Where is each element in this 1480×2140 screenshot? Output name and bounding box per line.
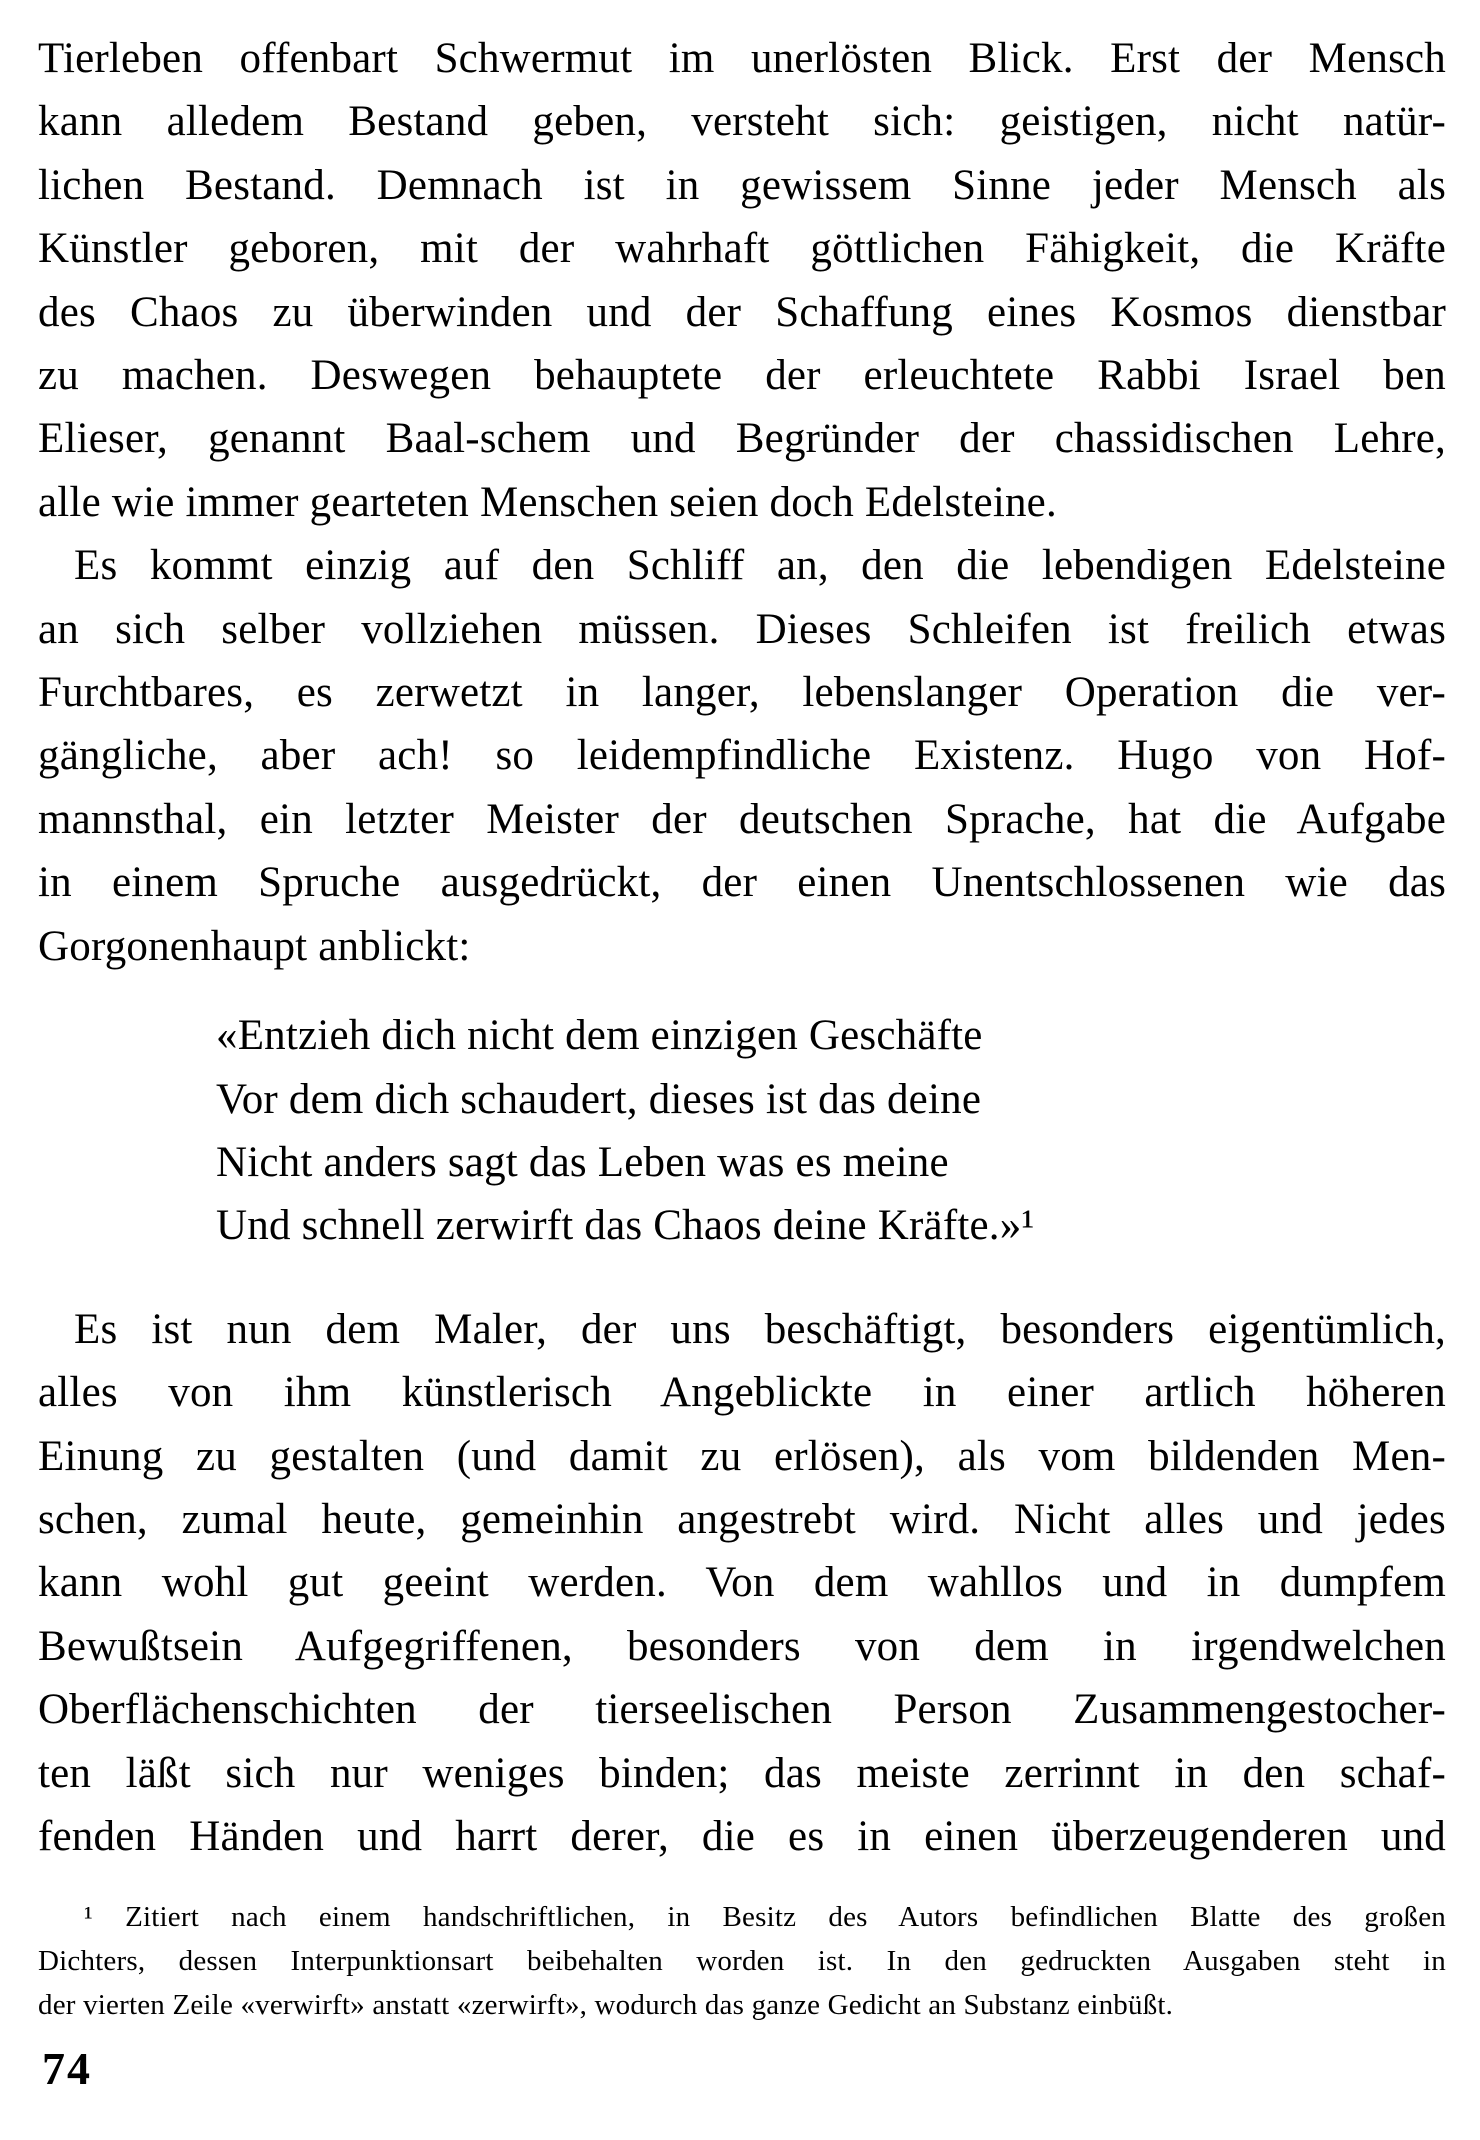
text-line: mannsthal, ein letzter Meister der deutschen Sprache, hat die Aufgabe	[38, 795, 1446, 843]
text-line: Es ist nun dem Maler, der uns beschäftigt, besonders eigentümlich,	[74, 1305, 1446, 1353]
text-line: Es kommt einzig auf den Schliff an, den die lebendigen Edelsteine	[74, 542, 1446, 590]
text-line: schen, zumal heute, gemeinhin angestrebt wird. Nicht alles und jedes	[38, 1495, 1446, 1543]
text-line: an sich selber vollziehen müssen. Dieses Schleifen ist freilich etwas	[38, 605, 1446, 653]
verse-quote	[38, 1004, 1446, 1258]
quote-line: «Entzieh dich nicht dem einzigen Geschäfte	[216, 1012, 983, 1060]
text-line: ten läßt sich nur weniges binden; das meiste zerrinnt in den schaf-	[38, 1749, 1446, 1797]
text-line: zu machen. Deswegen behauptete der erleuchtete Rabbi Israel ben	[38, 352, 1446, 400]
text-line: Bewußtsein Aufgegriffenen, besonders von dem in irgendwelchen	[38, 1622, 1446, 1670]
text-line: Oberflächenschichten der tierseelischen Person Zusammengestocher-	[38, 1686, 1446, 1734]
text-line: in einem Spruche ausgedrückt, der einen Unentschlossenen wie das	[38, 859, 1446, 907]
footnote-line: Dichters, dessen Interpunktionsart beibehalten worden ist. In den gedruckten Ausgaben steht in	[38, 1944, 1446, 1977]
paragraph-1	[38, 27, 1446, 534]
text-line: des Chaos zu überwinden und der Schaffung eines Kosmos dienstbar	[38, 288, 1446, 336]
paragraph-2	[38, 534, 1446, 978]
quote-line: Und schnell zerwirft das Chaos deine Kräfte.»¹	[216, 1202, 1035, 1250]
text-line: Gorgonenhaupt anblickt:	[38, 922, 471, 970]
paragraph-3	[38, 1298, 1446, 1869]
text-block	[38, 27, 1446, 2027]
text-line: kann wohl gut geeint werden. Von dem wahllos und in dumpfem	[38, 1559, 1446, 1607]
text-line: Tierleben offenbart Schwermut im unerlösten Blick. Erst der Mensch	[38, 35, 1446, 82]
text-line: alle wie immer gearteten Menschen seien doch Edelsteine.	[38, 478, 1057, 526]
text-line: alles von ihm künstlerisch Angeblickte in einer artlich höheren	[38, 1369, 1446, 1417]
footnote-line: der vierten Zeile «verwirft» anstatt «zerwirft», wodurch das ganze Gedicht an Substanz einbüßt.	[38, 1988, 1174, 2021]
text-line: kann alledem Bestand geben, versteht sich: geistigen, nicht natür-	[38, 98, 1446, 146]
quote-line: Vor dem dich schaudert, dieses ist das deine	[216, 1075, 982, 1123]
page-number: 74	[42, 2043, 92, 2094]
quote-line: Nicht anders sagt das Leben was es meine	[216, 1138, 949, 1186]
text-line: Einung zu gestalten (und damit zu erlösen), als vom bildenden Men-	[38, 1432, 1446, 1480]
footnote	[38, 1896, 1446, 2027]
text-line: Furchtbares, es zerwetzt in langer, lebenslanger Operation die ver-	[38, 669, 1446, 717]
text-line: Künstler geboren, mit der wahrhaft göttlichen Fähigkeit, die Kräfte	[38, 225, 1446, 273]
text-line: gängliche, aber ach! so leidempfindliche Existenz. Hugo von Hof-	[38, 732, 1446, 780]
text-line: fenden Händen und harrt derer, die es in einen überzeugenderen und	[38, 1812, 1446, 1860]
text-line: lichen Bestand. Demnach ist in gewissem Sinne jeder Mensch als	[38, 161, 1446, 209]
text-line: Elieser, genannt Baal-schem und Begründer der chassidischen Lehre,	[38, 415, 1446, 463]
footnote-line: ¹ Zitiert nach einem handschriftlichen, in Besitz des Autors befindlichen Blatte des großen	[84, 1901, 1446, 1934]
